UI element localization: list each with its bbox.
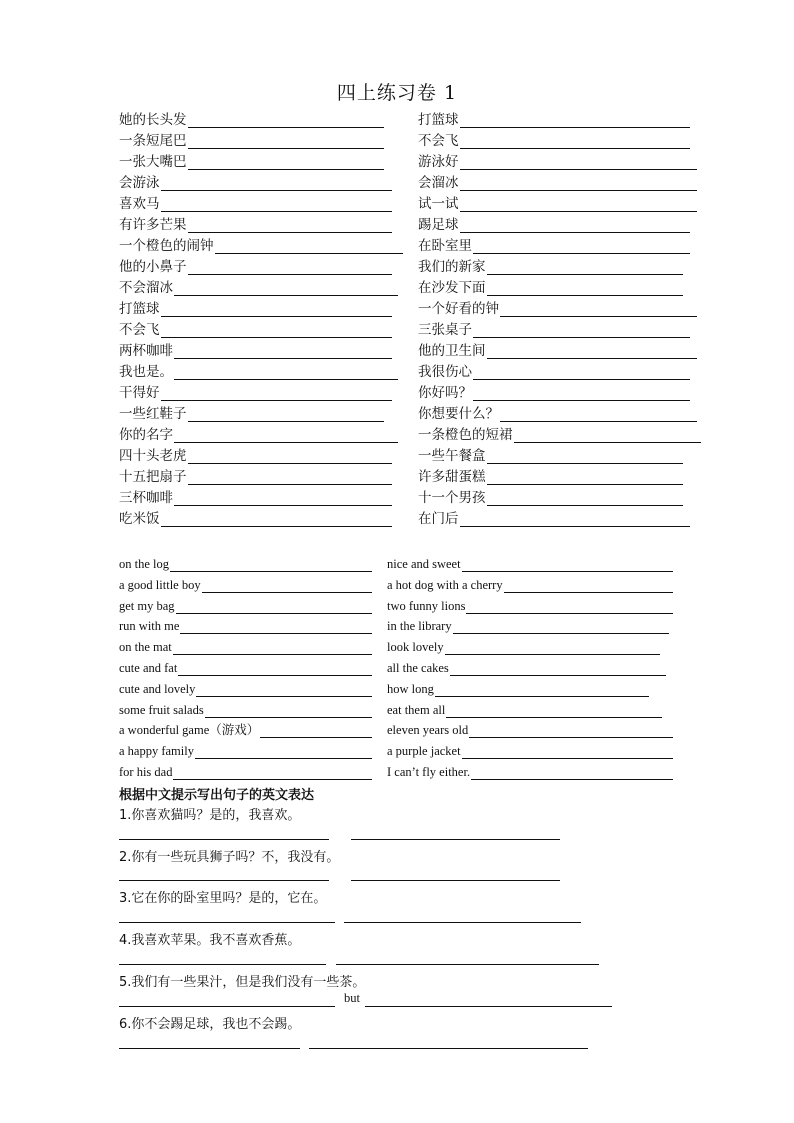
cn-right-label: 打篮球 [418, 112, 459, 128]
cn-right-row [418, 259, 683, 275]
cn-left-label: 三杯咖啡 [119, 490, 173, 506]
en-left-row [119, 722, 372, 738]
answer-line[interactable] [174, 283, 398, 296]
cn-right-label: 一条橙色的短裙 [418, 427, 513, 443]
cn-right-label: 他的卫生间 [418, 343, 486, 359]
answer-line[interactable] [170, 559, 372, 572]
cn-left-row [119, 175, 392, 191]
cn-left-label: 我也是。 [119, 364, 173, 380]
answer-line[interactable] [180, 621, 372, 634]
cn-right-label: 三张桌子 [418, 322, 472, 338]
cn-left-row [119, 427, 398, 443]
en-left-label: on the log [119, 557, 169, 571]
answer-line[interactable] [453, 621, 669, 634]
en-right-row [387, 639, 660, 655]
en-right-label: all the cakes [387, 661, 449, 675]
question-2: 2.你有一些玩具狮子吗？不，我没有。 [119, 850, 340, 865]
cn-right-label: 游泳好 [418, 154, 459, 170]
answer-line[interactable] [487, 451, 684, 464]
en-left-row [119, 598, 372, 614]
answer-line[interactable] [188, 409, 385, 422]
answer-line[interactable] [462, 746, 673, 759]
en-right-row [387, 660, 666, 676]
cn-left-label: 会游泳 [119, 175, 160, 191]
answer-line[interactable] [161, 199, 393, 212]
answer-line[interactable] [215, 241, 404, 254]
answer-line[interactable] [445, 642, 660, 655]
answer-line[interactable] [119, 922, 335, 923]
cn-left-row [119, 259, 392, 275]
answer-line[interactable] [460, 136, 691, 149]
answer-line[interactable] [188, 262, 393, 275]
answer-line[interactable] [435, 684, 649, 697]
cn-left-label: 一些红鞋子 [119, 406, 187, 422]
section-heading: 根据中文提示写出句子的英文表达 [119, 788, 315, 803]
answer-line[interactable] [178, 663, 372, 676]
cn-left-label: 有许多芒果 [119, 217, 187, 233]
cn-left-label: 一个橙色的闹钟 [119, 238, 214, 254]
cn-right-label: 一些午餐盒 [418, 448, 486, 464]
answer-line[interactable] [173, 642, 372, 655]
answer-line[interactable] [188, 115, 385, 128]
cn-right-row [418, 511, 690, 527]
en-left-row [119, 577, 372, 593]
answer-line[interactable] [460, 514, 691, 527]
answer-line[interactable] [460, 220, 691, 233]
answer-line[interactable] [500, 409, 697, 422]
cn-left-label: 打篮球 [119, 301, 160, 317]
cn-right-row [418, 385, 690, 401]
answer-line[interactable] [365, 1006, 612, 1007]
en-right-label: eleven years old [387, 723, 469, 738]
cn-left-row [119, 154, 384, 170]
question-1: 1.你喜欢猫吗？是的，我喜欢。 [119, 808, 301, 823]
cn-left-row [119, 280, 398, 296]
cn-left-row [119, 469, 392, 485]
answer-line[interactable] [188, 136, 385, 149]
question-5: 5.我们有一些果汁，但是我们没有一些茶。 [119, 975, 366, 990]
answer-line[interactable] [174, 367, 398, 380]
answer-line[interactable] [471, 767, 673, 780]
cn-right-label: 在沙发下面 [418, 280, 486, 296]
cn-right-row [418, 238, 690, 254]
cn-left-label: 她的长头发 [119, 112, 187, 128]
en-right-row [387, 618, 669, 634]
answer-line[interactable] [188, 157, 385, 170]
answer-line[interactable] [351, 839, 560, 840]
cn-left-row [119, 133, 384, 149]
cn-right-row [418, 469, 683, 485]
answer-line[interactable] [119, 1006, 335, 1007]
answer-line[interactable] [460, 178, 698, 191]
cn-left-label: 你的名字 [119, 427, 173, 443]
en-right-label: look lovely [387, 640, 444, 655]
cn-right-label: 我们的新家 [418, 259, 486, 275]
cn-right-label: 在卧室里 [418, 238, 472, 254]
answer-line[interactable] [473, 325, 690, 338]
answer-line[interactable] [462, 559, 673, 572]
answer-line[interactable] [161, 514, 393, 527]
cn-left-label: 喜欢马 [119, 196, 160, 212]
cn-left-row [119, 385, 392, 401]
en-right-label: eat them all [387, 702, 446, 717]
cn-left-label: 十五把扇子 [119, 469, 187, 485]
answer-line[interactable] [309, 1048, 588, 1049]
cn-right-row [418, 280, 683, 296]
answer-line[interactable] [460, 199, 698, 212]
answer-line[interactable] [500, 304, 697, 317]
answer-line[interactable] [460, 115, 691, 128]
answer-line[interactable] [487, 493, 684, 506]
en-left-row [119, 764, 372, 780]
cn-left-label: 他的小鼻子 [119, 259, 187, 275]
answer-line[interactable] [119, 964, 326, 965]
answer-line[interactable] [487, 346, 698, 359]
answer-line[interactable] [174, 346, 392, 359]
answer-line[interactable] [195, 746, 372, 759]
answer-line[interactable] [487, 262, 684, 275]
cn-right-row [418, 133, 690, 149]
en-right-label: how long [387, 681, 434, 696]
en-left-row [119, 702, 372, 718]
en-right-label: a hot dog with a cherry [387, 577, 503, 592]
en-right-label: nice and sweet [387, 557, 461, 571]
answer-line[interactable] [202, 580, 372, 593]
cn-left-label: 两杯咖啡 [119, 343, 173, 359]
cn-left-row [119, 112, 384, 128]
answer-line[interactable] [514, 430, 702, 443]
answer-line[interactable] [188, 451, 393, 464]
cn-right-row [418, 364, 690, 380]
cn-right-label: 你想要什么？ [418, 406, 499, 422]
answer-line[interactable] [504, 580, 673, 593]
page-title: 四上练习卷 1 [336, 82, 458, 104]
cn-right-row [418, 217, 690, 233]
cn-right-label: 会溜冰 [418, 175, 459, 191]
answer-line[interactable] [119, 1048, 300, 1049]
cn-right-label: 十一个男孩 [418, 490, 486, 506]
answer-line[interactable] [161, 178, 393, 191]
cn-right-row [418, 175, 697, 191]
cn-left-row [119, 343, 392, 359]
answer-line[interactable] [205, 705, 372, 718]
answer-line[interactable] [119, 839, 329, 840]
cn-left-row [119, 196, 392, 212]
en-right-row [387, 743, 673, 759]
en-right-label: a purple jacket [387, 744, 461, 759]
en-right-label: I can’t fly either. [387, 765, 471, 779]
cn-right-label: 试一试 [418, 196, 459, 212]
answer-line[interactable] [487, 472, 684, 485]
answer-line[interactable] [188, 472, 393, 485]
question-6: 6.你不会踢足球，我也不会踢。 [119, 1017, 301, 1032]
en-left-label: a good little boy [119, 577, 201, 592]
cn-left-row [119, 448, 392, 464]
answer-line[interactable] [466, 601, 673, 614]
cn-left-label: 干得好 [119, 385, 160, 401]
answer-line[interactable] [196, 684, 372, 697]
cn-right-row [418, 322, 690, 338]
en-right-row [387, 702, 662, 718]
cn-left-label: 不会溜冰 [119, 280, 173, 296]
answer-line[interactable] [344, 922, 581, 923]
cn-right-row [418, 154, 697, 170]
en-right-row [387, 722, 673, 738]
en-left-label: get my bag [119, 598, 175, 613]
answer-line[interactable] [174, 430, 398, 443]
cn-right-row [418, 301, 697, 317]
en-left-label: for his dad [119, 765, 173, 779]
cn-left-label: 一张大嘴巴 [119, 154, 187, 170]
answer-line[interactable] [188, 220, 393, 233]
answer-line[interactable] [473, 367, 690, 380]
en-left-row [119, 743, 372, 759]
cn-left-row [119, 364, 398, 380]
en-left-row [119, 639, 372, 655]
en-left-label: cute and lovely [119, 681, 196, 696]
answer-line[interactable] [161, 325, 393, 338]
en-left-row [119, 681, 372, 697]
cn-left-row [119, 238, 403, 254]
answer-line[interactable] [473, 388, 690, 401]
cn-left-row [119, 301, 392, 317]
answer-line[interactable] [446, 705, 662, 718]
cn-right-label: 你好吗？ [418, 385, 472, 401]
en-right-row [387, 764, 673, 780]
en-left-row [119, 556, 372, 572]
cn-left-label: 吃米饭 [119, 511, 160, 527]
en-left-row [119, 660, 372, 676]
cn-right-row [418, 427, 701, 443]
answer-line[interactable] [161, 304, 393, 317]
en-right-row [387, 681, 649, 697]
cn-right-row [418, 406, 697, 422]
en-right-label: in the library [387, 619, 452, 634]
question-4: 4.我喜欢苹果。我不喜欢香蕉。 [119, 933, 301, 948]
answer-line[interactable] [119, 880, 329, 881]
en-left-label: run with me [119, 619, 180, 634]
but-word: but [344, 991, 360, 1005]
cn-left-row [119, 490, 392, 506]
cn-left-label: 四十头老虎 [119, 448, 187, 464]
cn-left-label: 一条短尾巴 [119, 133, 187, 149]
en-right-row [387, 577, 673, 593]
cn-right-label: 一个好看的钟 [418, 301, 499, 317]
answer-line[interactable] [351, 880, 560, 881]
cn-right-label: 在门后 [418, 511, 459, 527]
en-left-label: a happy family [119, 744, 194, 759]
answer-line[interactable] [161, 388, 393, 401]
cn-right-row [418, 343, 697, 359]
cn-right-row [418, 448, 683, 464]
cn-left-label: 不会飞 [119, 322, 160, 338]
cn-right-label: 不会飞 [418, 133, 459, 149]
en-right-label: two funny lions [387, 598, 466, 613]
cn-right-row [418, 196, 697, 212]
answer-line[interactable] [473, 241, 690, 254]
answer-line[interactable] [176, 601, 372, 614]
en-right-row [387, 598, 673, 614]
answer-line[interactable] [173, 767, 372, 780]
en-right-row [387, 556, 673, 572]
answer-line[interactable] [336, 964, 599, 965]
en-left-label: some fruit salads [119, 702, 204, 717]
answer-line[interactable] [174, 493, 392, 506]
cn-right-label: 踢足球 [418, 217, 459, 233]
cn-left-row [119, 511, 392, 527]
en-left-row [119, 618, 372, 634]
cn-left-row [119, 406, 384, 422]
en-left-label: cute and fat [119, 661, 178, 675]
cn-right-label: 我很伤心 [418, 364, 472, 380]
answer-line[interactable] [487, 283, 684, 296]
en-left-label: on the mat [119, 640, 172, 655]
cn-right-row [418, 112, 690, 128]
question-3: 3.它在你的卧室里吗？是的，它在。 [119, 891, 327, 906]
answer-line[interactable] [450, 663, 666, 676]
cn-left-row [119, 217, 392, 233]
cn-right-label: 许多甜蛋糕 [418, 469, 486, 485]
answer-line[interactable] [469, 725, 673, 738]
answer-line[interactable] [260, 725, 372, 738]
cn-left-row [119, 322, 392, 338]
en-left-label: a wonderful game（游戏） [119, 723, 260, 738]
cn-right-row [418, 490, 683, 506]
answer-line[interactable] [460, 157, 698, 170]
